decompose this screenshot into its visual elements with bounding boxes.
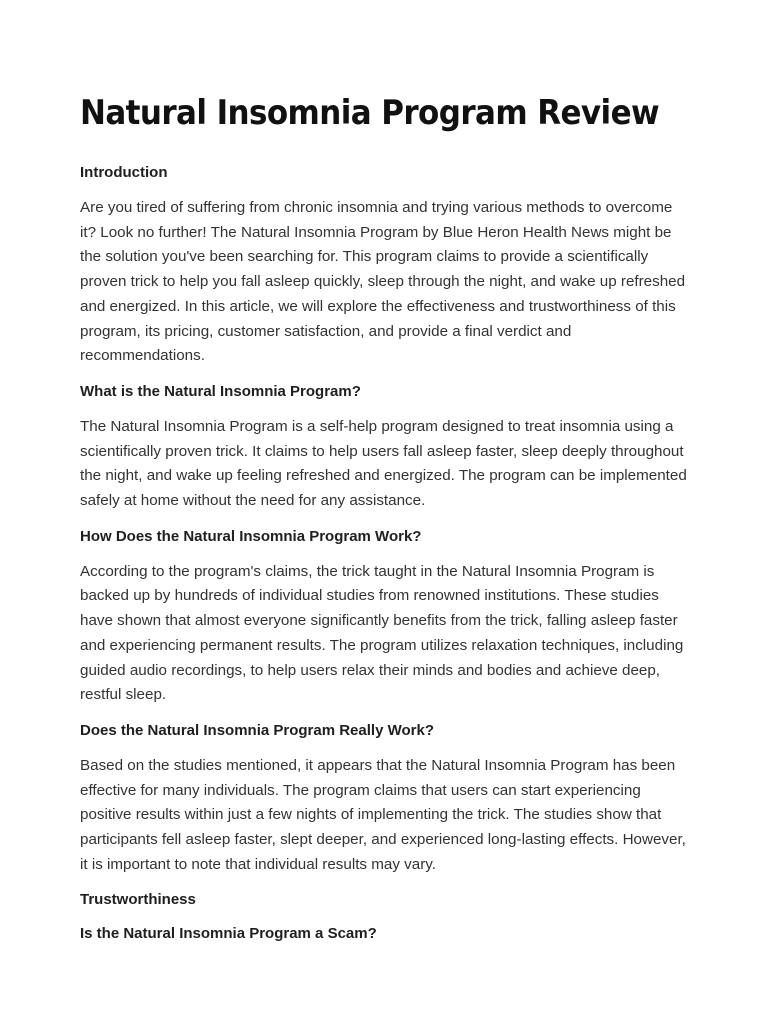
section-paragraph-how-it-works: According to the program's claims, the trick taught in the Natural Insomnia Program is backed up by hundreds of individual studies from renowned institutions. These studies have shown that almost everyone significantly benefits from the trick, falling asleep faster and experiencing permanent results. The program utilizes relaxation techniques, including guided audio recordings, to help users relax their minds and bodies and achieve deep, restful sleep. (80, 562, 684, 704)
section-heading-does-it-work: Does the Natural Insomnia Program Really Work? (80, 721, 434, 739)
section-heading-how-it-works: How Does the Natural Insomnia Program Work? (80, 527, 422, 545)
section-paragraph-does-it-work: Based on the studies mentioned, it appears that the Natural Insomnia Program has been effective for many individuals. The program claims that users can start experiencing positive results within just a few nights of implementing the trick. The studies show that participants fell asleep faster, slept deeper, and experienced long-lasting effects. However, it is important to note that individual results may vary. (80, 756, 686, 873)
section-paragraph-introduction: Are you tired of suffering from chronic insomnia and trying various methods to overcome it? Look no further! The Natural Insomnia Program by Blue Heron Health News might be the solution you've been searching for. This program claims to provide a scientifically proven trick to help you fall asleep quickly, sleep through the night, and wake up refreshed and energized. In this article, we will explore the effectiveness and trustworthiness of this program, its pricing, customer satisfaction, and provide a final verdict and recommendations. (80, 199, 686, 365)
section-heading-trustworthiness: Trustworthiness (80, 891, 196, 909)
section-paragraph-what-is: The Natural Insomnia Program is a self-help program designed to treat insomnia using a scientifically proven trick. It claims to help users fall asleep faster, sleep deeply throughout the night, and wake up feeling refreshed and energized. The program can be implemented safely at home without the need for any assistance. (80, 417, 687, 510)
section-heading-scam: Is the Natural Insomnia Program a Scam? (80, 925, 377, 943)
section-heading-introduction: Introduction (80, 164, 168, 181)
section-heading-what-is: What is the Natural Insomnia Program? (80, 382, 361, 400)
article-title: Natural Insomnia Program Review (80, 93, 660, 133)
